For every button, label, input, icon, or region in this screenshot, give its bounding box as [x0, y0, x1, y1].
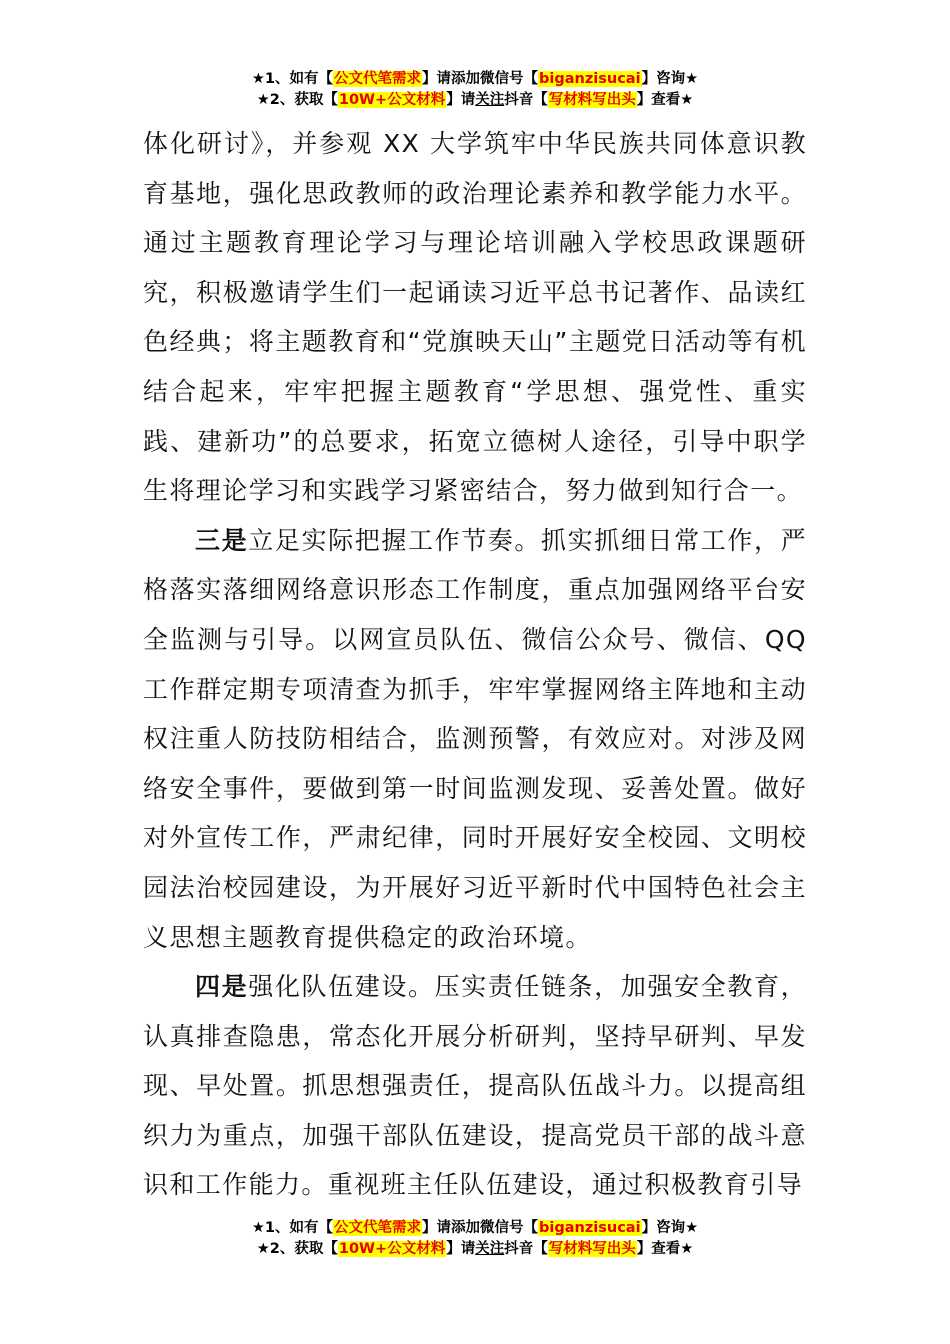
paragraph-text: 强化队伍建设。压实责任链条，加强安全教育，认真排查隐患，常态化开展分析研判，坚持早研判、早发现、早处置。抓思想强责任，提高队伍战斗力。以提高组织力为重点，加强干部队伍建设，提高党员干部的战斗意识和工作能力。重视班主任队伍建设，通过积极教育引导: [143, 972, 807, 1200]
highlight-douyin: 写材料写出头: [548, 1241, 636, 1257]
banner-text: 微信号【: [480, 1220, 539, 1236]
banner-text: 】咨询★: [641, 1220, 699, 1236]
banner-text: 抖音【: [504, 92, 548, 108]
banner-line-1: [0, 1218, 950, 1239]
banner-line-2: [0, 1239, 950, 1260]
star-icon: ★: [256, 92, 270, 108]
banner-text: 】查看★: [636, 1241, 694, 1257]
highlight-wechat-id: biganzisucai: [539, 1220, 641, 1236]
paragraph-3: [143, 962, 807, 1210]
banner-text: 】请: [422, 1220, 452, 1236]
highlight-douyin: 写材料写出头: [548, 92, 636, 108]
paragraph-text: 立足实际把握工作节奏。抓实抓细日常工作，严格落实落细网络意识形态工作制度，重点加强网络平台安全监测与引导。以网宣员队伍、微信公众号、微信、QQ 工作群定期专项清查为抓手，牢牢掌握网络主阵地和主动权注重人防技防相结合，监测预警，有效应对。对涉及网络安全事件，要做到第一时间监测发现、妥善处置。做好对外宣传工作，严肃纪律，同时开展好安全校园、文明校园法治校园建设，为开展好习近平新时代中国特色社会主义思想主题教育提供稳定的政治环境。: [143, 525, 807, 952]
banner-text: 】咨询★: [641, 71, 699, 87]
banner-emphasis: 关注: [475, 92, 505, 108]
highlight-service: 公文代笔需求: [334, 1220, 422, 1236]
star-icon: ★: [251, 1220, 265, 1236]
banner-emphasis: 添加: [451, 71, 481, 87]
banner-emphasis: 关注: [475, 1241, 505, 1257]
paragraph-lead: 三是: [195, 525, 249, 555]
document-body: [143, 119, 807, 1210]
paragraph-2: [143, 516, 807, 962]
banner-text: 】查看★: [636, 92, 694, 108]
paragraph-lead: 四是: [195, 972, 249, 1002]
banner-text: 微信号【: [480, 71, 539, 87]
banner-line-1: [0, 69, 950, 90]
star-icon: ★: [251, 71, 265, 87]
banner-text: 】请: [422, 71, 452, 87]
footer-banner: [0, 1218, 950, 1260]
highlight-service: 公文代笔需求: [334, 71, 422, 87]
banner-text: 1、如有【: [264, 1220, 334, 1236]
highlight-wechat-id: biganzisucai: [539, 71, 641, 87]
highlight-materials: 10W+公文材料: [338, 1241, 446, 1257]
banner-text: 抖音【: [504, 1241, 548, 1257]
star-icon: ★: [256, 1241, 270, 1257]
header-banner: [0, 69, 950, 111]
banner-text: 2、获取【: [269, 1241, 338, 1257]
paragraph-1: 体化研讨》，并参观 XX 大学筑牢中华民族共同体意识教育基地，强化思政教师的政治理论素养和教学能力水平。通过主题教育理论学习与理论培训融入学校思政课题研究，积极邀请学生们一起诵读习近平总书记著作、品读红色经典；将主题教育和“党旗映天山”主题党日活动等有机结合起来，牢牢把握主题教育“学思想、强党性、重实践、建新功”的总要求，拓宽立德树人途径，引导中职学生将理论学习和实践学习紧密结合，努力做到知行合一。: [143, 129, 807, 506]
banner-line-2: [0, 90, 950, 111]
banner-text: 】请: [446, 1241, 476, 1257]
banner-text: 2、获取【: [269, 92, 338, 108]
banner-text: 1、如有【: [264, 71, 334, 87]
banner-text: 】请: [446, 92, 476, 108]
banner-emphasis: 添加: [451, 1220, 481, 1236]
highlight-materials: 10W+公文材料: [338, 92, 446, 108]
